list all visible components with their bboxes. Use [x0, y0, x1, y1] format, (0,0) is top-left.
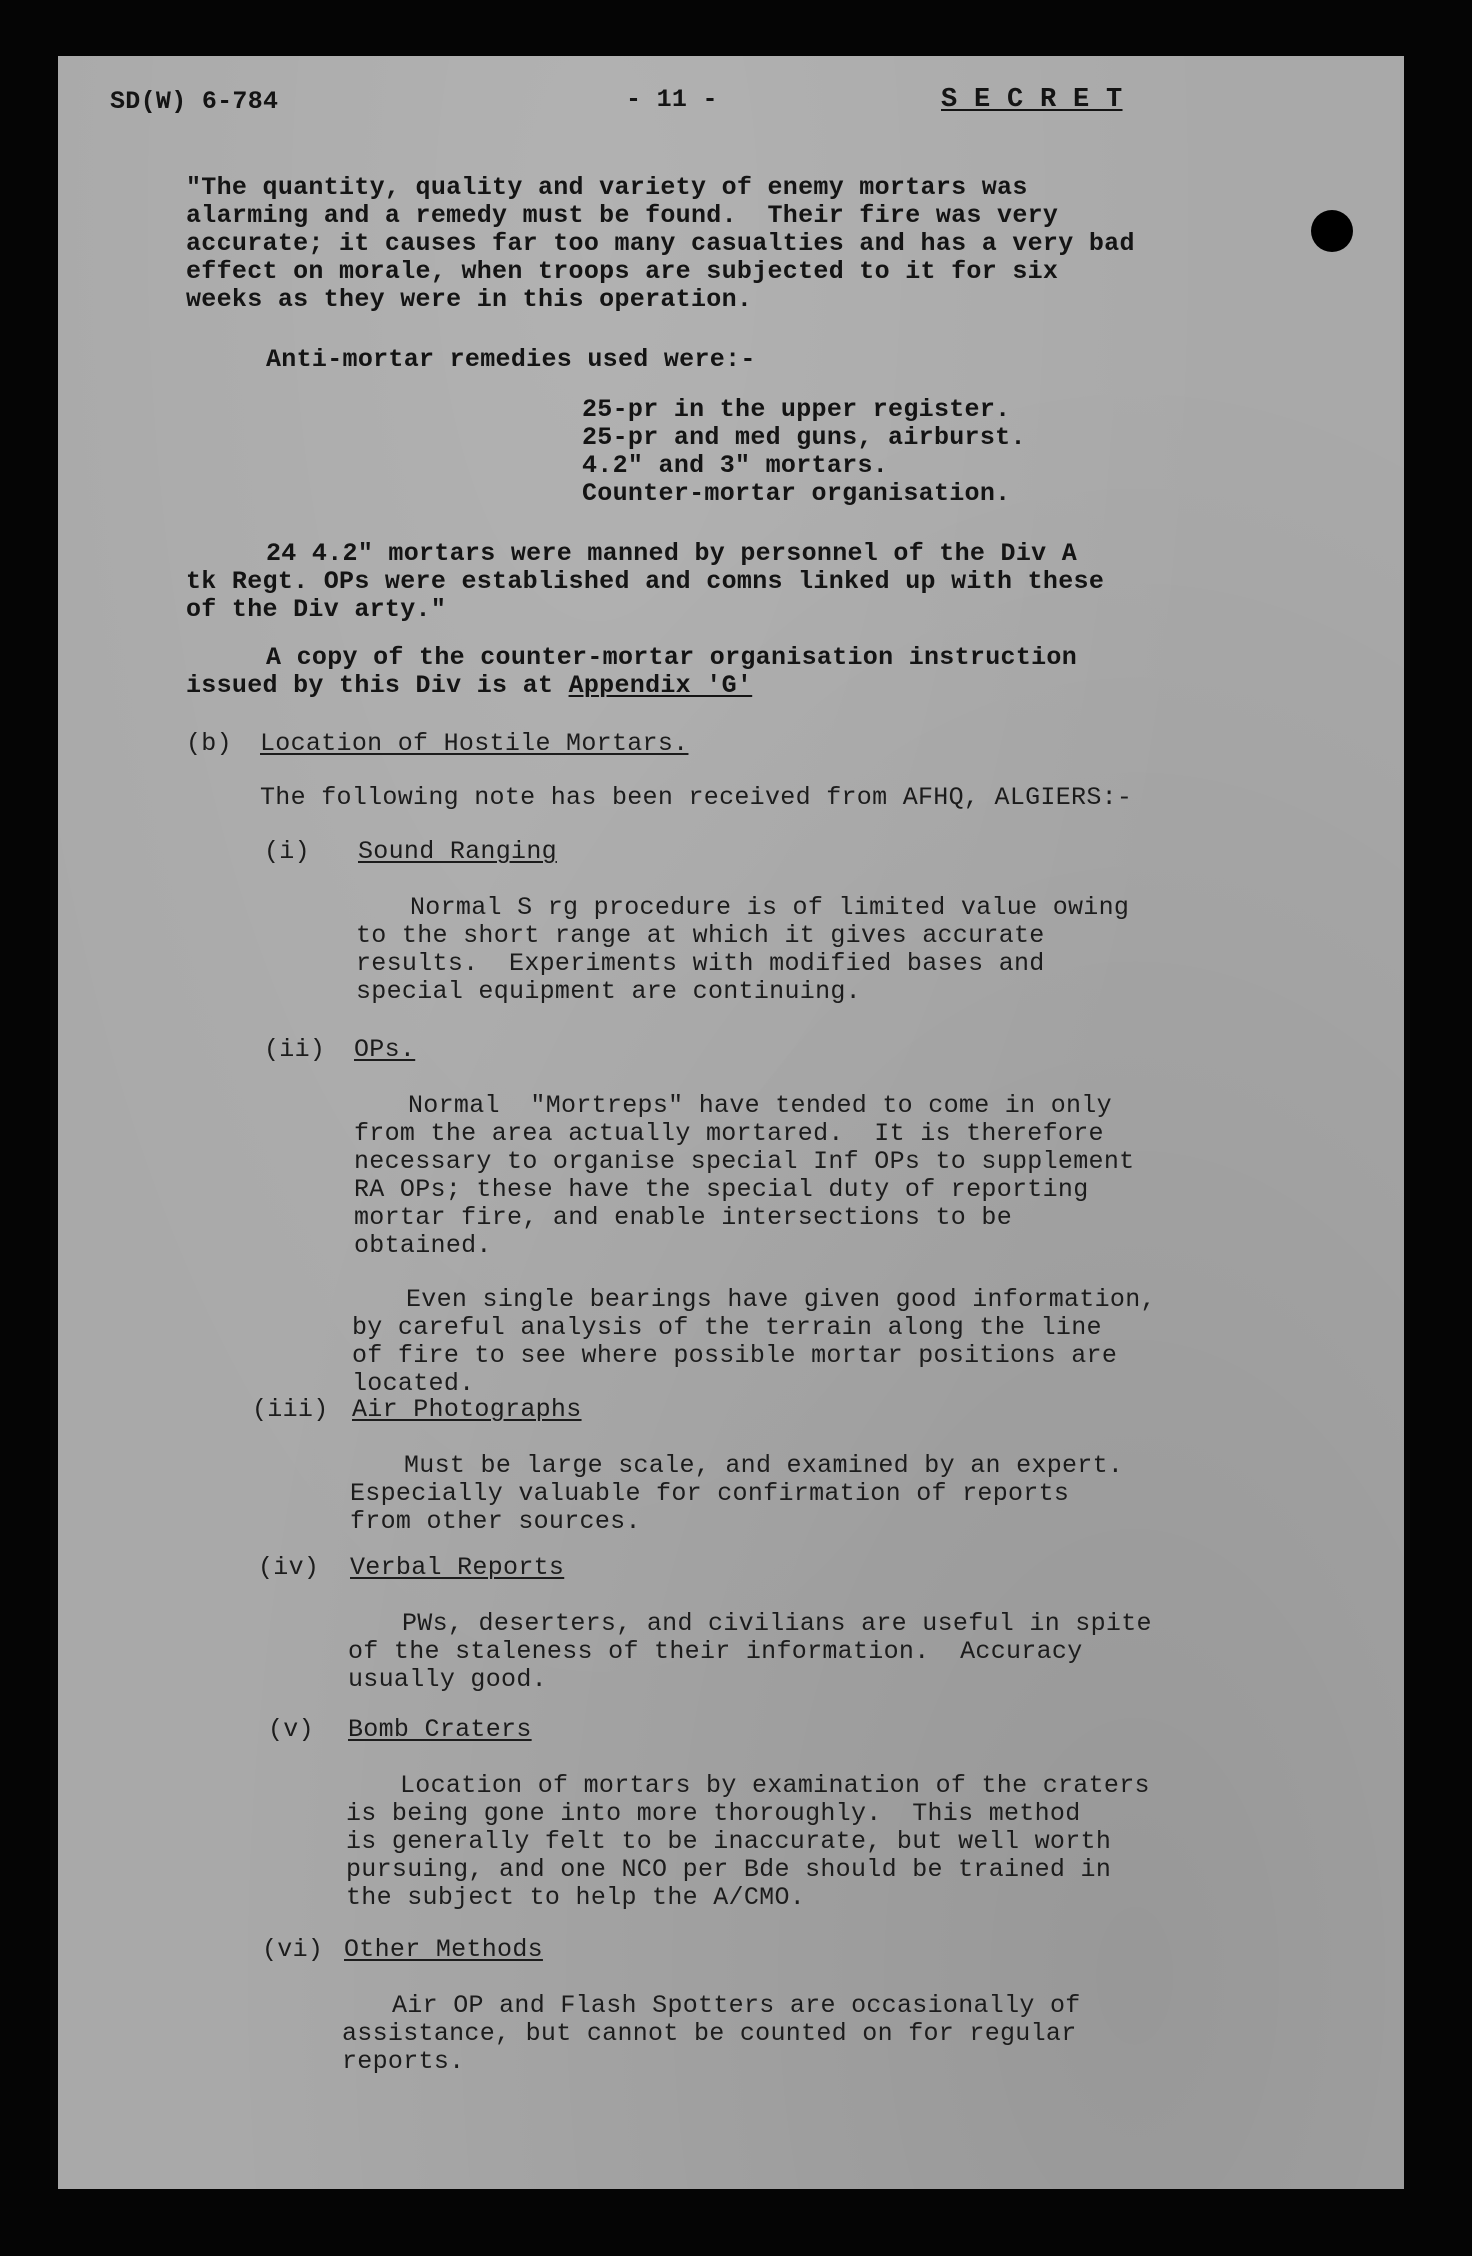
body-line: is being gone into more thoroughly. This method — [346, 1799, 1081, 1828]
section-number: (b) — [186, 729, 232, 758]
body-line: reports. — [342, 2047, 465, 2076]
remedy-item: 25-pr and med guns, airburst. — [582, 423, 1026, 452]
remedy-item: 25-pr in the upper register. — [582, 395, 1011, 424]
document-reference: SD(W) 6-784 — [110, 87, 279, 116]
quote-line: alarming and a remedy must be found. Their fire was very — [186, 201, 1059, 230]
body-line: of fire to see where possible mortar positions are — [352, 1341, 1118, 1370]
quote-line: weeks as they were in this operation. — [186, 285, 753, 314]
subsection-number: (v) — [268, 1715, 314, 1744]
body-line: usually good. — [348, 1665, 547, 1694]
body-line: necessary to organise special Inf OPs to supplement — [354, 1147, 1135, 1176]
subsection-number: (ii) — [264, 1035, 326, 1064]
body-line: Must be large scale, and examined by an expert. — [404, 1451, 1124, 1480]
body-line: results. Experiments with modified bases and — [356, 949, 1045, 978]
remedies-intro: Anti-mortar remedies used were:- — [266, 345, 756, 374]
classification-marking: S E C R E T — [941, 85, 1123, 115]
body-line: Even single bearings have given good information, — [406, 1285, 1156, 1314]
body-line: Air OP and Flash Spotters are occasionally of — [392, 1991, 1081, 2020]
mortars-line: 24 4.2" mortars were manned by personnel of the Div A — [266, 539, 1078, 568]
appendix-reference: Appendix 'G' — [568, 671, 753, 700]
document-page — [58, 56, 1404, 2189]
body-line: of the staleness of their information. Accuracy — [348, 1637, 1083, 1666]
punch-hole — [1311, 210, 1353, 252]
remedy-item: 4.2" and 3" mortars. — [582, 451, 889, 480]
remedy-item: Counter-mortar organisation. — [582, 479, 1011, 508]
body-line: to the short range at which it gives accurate — [356, 921, 1045, 950]
appendix-line — [186, 672, 752, 700]
page-number: - 11 - — [626, 85, 718, 114]
body-line: PWs, deserters, and civilians are useful in spite — [402, 1609, 1152, 1638]
mortars-line: tk Regt. OPs were established and comns linked up with these — [186, 567, 1105, 596]
appendix-prefix: issued by this Div is at — [186, 671, 569, 700]
body-line: located. — [352, 1369, 475, 1398]
subsection-heading: Other Methods — [344, 1935, 543, 1964]
body-line: is generally felt to be inaccurate, but well worth — [346, 1827, 1112, 1856]
mortars-line: of the Div arty." — [186, 595, 447, 624]
subsection-number: (iv) — [258, 1553, 320, 1582]
body-line: from other sources. — [350, 1507, 641, 1536]
body-line: pursuing, and one NCO per Bde should be trained in — [346, 1855, 1112, 1884]
quote-line: effect on morale, when troops are subjected to it for six — [186, 257, 1059, 286]
subsection-heading: Bomb Craters — [348, 1715, 532, 1744]
body-line: Normal "Mortreps" have tended to come in only — [408, 1091, 1112, 1120]
subsection-heading: Sound Ranging — [358, 837, 557, 866]
subsection-heading: Verbal Reports — [350, 1553, 565, 1582]
appendix-line: A copy of the counter-mortar organisation instruction — [266, 643, 1078, 672]
body-line: Normal S rg procedure is of limited value owing — [410, 893, 1130, 922]
body-line: Especially valuable for confirmation of reports — [350, 1479, 1070, 1508]
subsection-number: (vi) — [262, 1935, 324, 1964]
section-intro: The following note has been received from AFHQ, ALGIERS:- — [260, 783, 1133, 812]
body-line: special equipment are continuing. — [356, 977, 861, 1006]
body-line: from the area actually mortared. It is therefore — [354, 1119, 1104, 1148]
body-line: Location of mortars by examination of the craters — [400, 1771, 1150, 1800]
section-heading: Location of Hostile Mortars. — [260, 729, 689, 758]
body-line: the subject to help the A/CMO. — [346, 1883, 806, 1912]
body-line: by careful analysis of the terrain along the line — [352, 1313, 1102, 1342]
body-line: RA OPs; these have the special duty of reporting — [354, 1175, 1089, 1204]
subsection-number: (iii) — [252, 1395, 329, 1424]
subsection-number: (i) — [264, 837, 310, 866]
subsection-heading: OPs. — [354, 1035, 416, 1064]
body-line: assistance, but cannot be counted on for regular — [342, 2019, 1077, 2048]
quote-line: accurate; it causes far too many casualties and has a very bad — [186, 229, 1135, 258]
subsection-heading: Air Photographs — [352, 1395, 582, 1424]
body-line: mortar fire, and enable intersections to be — [354, 1203, 1013, 1232]
quote-line: "The quantity, quality and variety of enemy mortars was — [186, 173, 1028, 202]
body-line: obtained. — [354, 1231, 492, 1260]
